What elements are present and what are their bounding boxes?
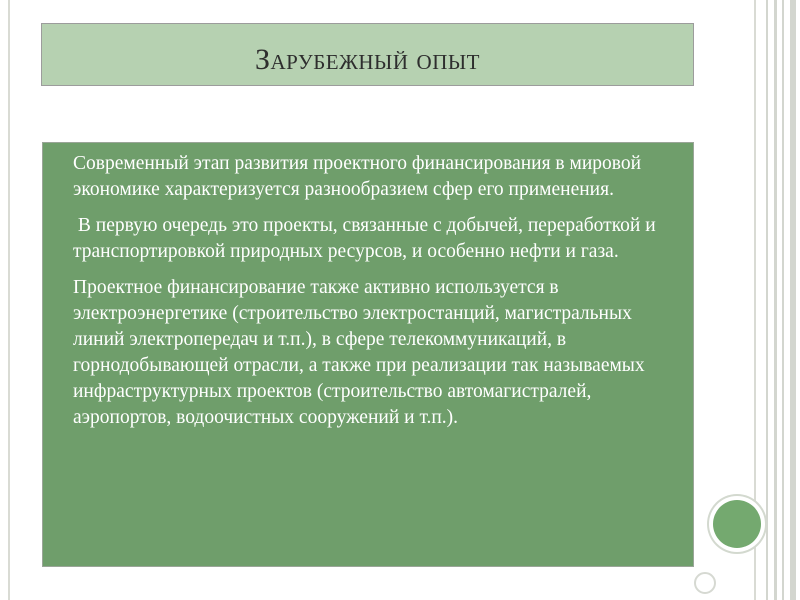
decorative-circle-small bbox=[694, 572, 716, 594]
decorative-circle-large bbox=[713, 500, 761, 548]
paragraph-1: Современный этап развития проектного финансирования в мировой экономике характеризуется разнообразием сфер его применения. bbox=[73, 153, 646, 200]
paragraph-3: Проектное финансирование также активно используется в электроэнергетике (строительство электростанций, магистральных линий электропередач и т.п.), в сфере телекоммуникаций, в горнодобывающей отрасли, а также при реализации так называемых инфраструктурных проектов (строительство автомагистралей, аэропортов, водоочистных сооружений и т.п.). bbox=[73, 277, 650, 428]
content-box bbox=[42, 142, 694, 567]
paragraph-2: В первую очередь это проекты, связанные с добычей, переработкой и транспортировкой природных ресурсов, и особенно нефти и газа. bbox=[73, 215, 661, 262]
title-box bbox=[41, 23, 694, 86]
slide-title: Зарубежный опыт bbox=[254, 42, 481, 76]
decorative-lines bbox=[760, 0, 800, 600]
